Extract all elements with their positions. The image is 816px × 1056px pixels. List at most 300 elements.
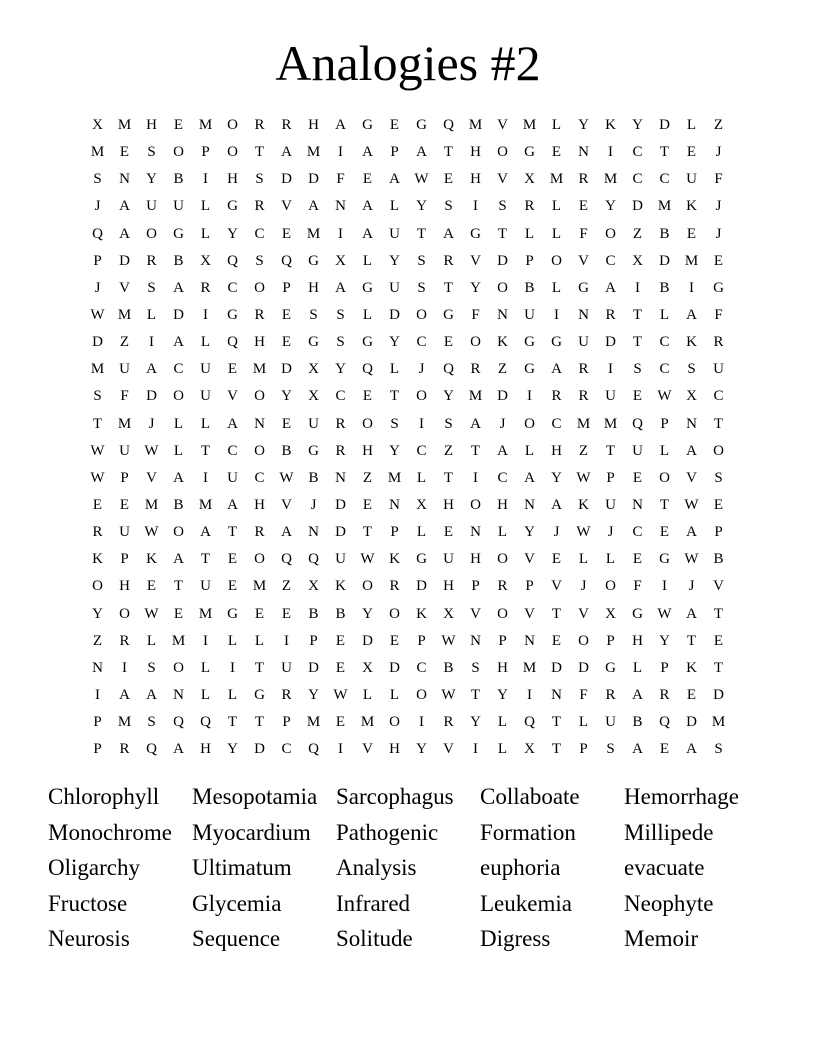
grid-letter[interactable]: R (254, 117, 265, 133)
grid-letter[interactable]: W (441, 632, 456, 649)
grid-letter[interactable]: N (119, 171, 130, 188)
grid-letter[interactable]: G (578, 279, 589, 296)
grid-letter[interactable]: Y (389, 334, 400, 351)
grid-letter[interactable]: D (389, 306, 400, 323)
grid-letter[interactable]: L (200, 415, 211, 432)
grid-letter[interactable]: X (335, 252, 346, 269)
grid-letter[interactable]: Y (470, 279, 481, 296)
grid-letter[interactable]: B (632, 714, 643, 731)
grid-letter[interactable]: P (120, 469, 129, 486)
grid-letter[interactable]: V (362, 741, 373, 758)
grid-letter[interactable]: L (416, 524, 427, 541)
grid-letter[interactable]: N (254, 415, 265, 432)
grid-letter[interactable]: Y (551, 469, 562, 486)
grid-letter[interactable]: Q (443, 117, 454, 133)
grid-letter[interactable]: X (524, 171, 535, 188)
grid-letter[interactable]: A (335, 279, 346, 296)
grid-letter[interactable]: J (418, 361, 425, 378)
grid-letter[interactable]: G (227, 306, 238, 323)
grid-letter[interactable]: M (657, 198, 672, 215)
grid-letter[interactable]: G (713, 279, 724, 296)
grid-letter[interactable]: I (608, 361, 613, 378)
grid-letter[interactable]: B (173, 171, 184, 188)
grid-letter[interactable]: Z (362, 469, 373, 486)
grid-letter[interactable]: M (117, 714, 132, 731)
grid-letter[interactable]: N (389, 496, 400, 513)
grid-letter[interactable]: H (227, 171, 238, 188)
grid-letter[interactable]: S (498, 198, 507, 215)
grid-letter[interactable]: E (443, 334, 454, 351)
grid-letter[interactable]: P (282, 714, 291, 731)
grid-letter[interactable]: O (605, 225, 616, 242)
grid-letter[interactable]: E (281, 306, 292, 323)
grid-letter[interactable]: E (713, 496, 724, 513)
grid-letter[interactable]: S (417, 279, 426, 296)
grid-letter[interactable]: J (688, 578, 695, 595)
grid-letter[interactable]: N (92, 659, 103, 676)
grid-letter[interactable]: H (497, 496, 508, 513)
grid-letter[interactable]: W (684, 496, 699, 513)
grid-letter[interactable]: E (227, 578, 238, 595)
grid-letter[interactable]: E (659, 524, 670, 541)
grid-letter[interactable]: A (686, 442, 697, 459)
grid-letter[interactable]: A (227, 496, 238, 513)
grid-letter[interactable]: A (470, 415, 481, 432)
grid-letter[interactable]: C (632, 524, 643, 541)
grid-letter[interactable]: A (497, 442, 508, 459)
grid-letter[interactable]: C (416, 334, 427, 351)
grid-letter[interactable]: F (714, 306, 723, 323)
grid-letter[interactable]: H (362, 442, 373, 459)
grid-letter[interactable]: S (255, 252, 264, 269)
grid-letter[interactable]: L (551, 279, 562, 296)
grid-letter[interactable]: T (551, 741, 562, 758)
grid-letter[interactable]: U (524, 306, 535, 323)
grid-letter[interactable]: E (713, 632, 724, 649)
grid-letter[interactable]: H (632, 632, 643, 649)
grid-letter[interactable]: L (686, 117, 697, 133)
grid-letter[interactable]: W (441, 686, 456, 703)
grid-letter[interactable]: Q (281, 551, 292, 568)
grid-letter[interactable]: D (362, 632, 373, 649)
grid-letter[interactable]: D (389, 659, 400, 676)
grid-letter[interactable]: O (497, 551, 508, 568)
grid-letter[interactable]: L (551, 117, 562, 133)
grid-letter[interactable]: I (203, 632, 208, 649)
grid-letter[interactable]: I (284, 632, 289, 649)
grid-letter[interactable]: D (119, 252, 130, 269)
grid-letter[interactable]: H (551, 442, 562, 459)
grid-letter[interactable]: S (93, 388, 102, 405)
grid-letter[interactable]: I (473, 469, 478, 486)
grid-letter[interactable]: T (389, 388, 400, 405)
grid-letter[interactable]: J (553, 524, 560, 541)
grid-letter[interactable]: N (335, 469, 346, 486)
grid-letter[interactable]: C (281, 741, 292, 758)
grid-letter[interactable]: T (227, 524, 238, 541)
grid-letter[interactable]: Q (659, 714, 670, 731)
grid-letter[interactable]: S (147, 714, 156, 731)
grid-letter[interactable]: L (551, 225, 562, 242)
grid-letter[interactable]: C (254, 469, 265, 486)
grid-letter[interactable]: Z (713, 117, 724, 133)
grid-letter[interactable]: A (146, 361, 157, 378)
grid-letter[interactable]: A (173, 551, 184, 568)
grid-letter[interactable]: D (578, 659, 589, 676)
grid-letter[interactable]: Q (200, 714, 211, 731)
grid-letter[interactable]: K (335, 578, 346, 595)
grid-letter[interactable]: D (146, 388, 157, 405)
grid-letter[interactable]: W (90, 442, 105, 459)
grid-letter[interactable]: N (470, 524, 481, 541)
grid-letter[interactable]: A (281, 524, 292, 541)
grid-letter[interactable]: Y (470, 714, 481, 731)
grid-letter[interactable]: A (227, 415, 238, 432)
grid-letter[interactable]: P (390, 524, 399, 541)
grid-letter[interactable]: T (254, 659, 265, 676)
grid-letter[interactable]: I (149, 334, 154, 351)
grid-letter[interactable]: P (390, 144, 399, 161)
grid-letter[interactable]: O (416, 686, 427, 703)
grid-letter[interactable]: K (578, 496, 589, 513)
grid-letter[interactable]: P (579, 741, 588, 758)
grid-letter[interactable]: I (338, 741, 343, 758)
grid-letter[interactable]: W (414, 171, 429, 188)
grid-letter[interactable]: A (551, 361, 562, 378)
grid-letter[interactable]: P (525, 252, 534, 269)
grid-letter[interactable]: R (578, 361, 589, 378)
grid-letter[interactable]: S (336, 306, 345, 323)
grid-letter[interactable]: U (281, 659, 292, 676)
grid-letter[interactable]: T (605, 442, 616, 459)
grid-letter[interactable]: U (119, 361, 130, 378)
grid-letter[interactable]: I (338, 225, 343, 242)
grid-letter[interactable]: I (527, 388, 532, 405)
grid-letter[interactable]: F (579, 225, 588, 242)
grid-letter[interactable]: I (419, 415, 424, 432)
grid-letter[interactable]: R (119, 741, 130, 758)
grid-letter[interactable]: L (524, 442, 535, 459)
grid-letter[interactable]: T (254, 144, 265, 161)
grid-letter[interactable]: L (524, 225, 535, 242)
grid-letter[interactable]: V (578, 252, 589, 269)
grid-letter[interactable]: K (92, 551, 103, 568)
grid-letter[interactable]: G (308, 252, 319, 269)
grid-letter[interactable]: G (443, 306, 454, 323)
grid-letter[interactable]: Y (416, 198, 427, 215)
grid-letter[interactable]: J (715, 225, 722, 242)
grid-letter[interactable]: B (308, 469, 319, 486)
grid-letter[interactable]: F (336, 171, 345, 188)
grid-letter[interactable]: E (227, 361, 238, 378)
grid-letter[interactable]: U (605, 496, 616, 513)
grid-letter[interactable]: X (308, 578, 319, 595)
grid-letter[interactable]: L (605, 551, 616, 568)
grid-letter[interactable]: M (306, 225, 321, 242)
grid-letter[interactable]: R (281, 686, 292, 703)
grid-letter[interactable]: O (146, 225, 157, 242)
grid-letter[interactable]: G (605, 659, 616, 676)
grid-letter[interactable]: D (551, 659, 562, 676)
grid-letter[interactable]: I (95, 686, 100, 703)
grid-letter[interactable]: L (146, 306, 157, 323)
grid-letter[interactable]: X (416, 496, 427, 513)
grid-letter[interactable]: V (470, 252, 481, 269)
grid-letter[interactable]: C (227, 442, 238, 459)
grid-letter[interactable]: J (715, 198, 722, 215)
grid-letter[interactable]: G (173, 225, 184, 242)
grid-letter[interactable]: Q (308, 741, 319, 758)
grid-letter[interactable]: V (227, 388, 238, 405)
grid-letter[interactable]: G (659, 551, 670, 568)
grid-letter[interactable]: O (389, 714, 400, 731)
grid-letter[interactable]: V (281, 496, 292, 513)
grid-letter[interactable]: O (497, 279, 508, 296)
grid-letter[interactable]: M (117, 117, 132, 133)
grid-letter[interactable]: C (659, 334, 670, 351)
grid-letter[interactable]: P (525, 578, 534, 595)
grid-letter[interactable]: H (497, 659, 508, 676)
grid-letter[interactable]: E (551, 632, 562, 649)
grid-letter[interactable]: O (524, 415, 535, 432)
grid-letter[interactable]: A (443, 225, 454, 242)
grid-letter[interactable]: M (522, 659, 537, 676)
grid-letter[interactable]: L (362, 686, 373, 703)
grid-letter[interactable]: W (279, 469, 294, 486)
grid-letter[interactable]: O (254, 279, 265, 296)
grid-letter[interactable]: J (94, 198, 101, 215)
grid-letter[interactable]: J (580, 578, 587, 595)
grid-letter[interactable]: L (200, 334, 211, 351)
grid-letter[interactable]: T (200, 551, 211, 568)
grid-letter[interactable]: D (254, 741, 265, 758)
grid-letter[interactable]: I (662, 578, 667, 595)
grid-letter[interactable]: A (173, 469, 184, 486)
grid-letter[interactable]: M (90, 361, 105, 378)
grid-letter[interactable]: N (632, 496, 643, 513)
grid-letter[interactable]: V (497, 171, 508, 188)
grid-letter[interactable]: R (254, 524, 265, 541)
grid-letter[interactable]: I (473, 198, 478, 215)
grid-letter[interactable]: F (633, 578, 642, 595)
grid-letter[interactable]: C (335, 388, 346, 405)
grid-letter[interactable]: P (282, 279, 291, 296)
grid-letter[interactable]: O (173, 144, 184, 161)
grid-letter[interactable]: L (389, 686, 400, 703)
grid-letter[interactable]: L (200, 659, 211, 676)
grid-letter[interactable]: T (632, 306, 643, 323)
grid-letter[interactable]: V (443, 741, 454, 758)
grid-letter[interactable]: A (362, 144, 373, 161)
grid-letter[interactable]: E (389, 117, 400, 133)
grid-letter[interactable]: U (686, 171, 697, 188)
grid-letter[interactable]: G (524, 144, 535, 161)
grid-letter[interactable]: B (281, 442, 292, 459)
grid-letter[interactable]: L (578, 551, 589, 568)
grid-letter[interactable]: K (497, 334, 508, 351)
grid-letter[interactable]: O (173, 524, 184, 541)
grid-letter[interactable]: M (252, 361, 267, 378)
grid-letter[interactable]: L (578, 714, 589, 731)
grid-letter[interactable]: V (551, 578, 562, 595)
grid-letter[interactable]: R (200, 279, 211, 296)
grid-letter[interactable]: W (90, 306, 105, 323)
grid-letter[interactable]: J (94, 279, 101, 296)
grid-letter[interactable]: W (684, 551, 699, 568)
grid-letter[interactable]: L (497, 524, 508, 541)
grid-letter[interactable]: H (254, 334, 265, 351)
grid-letter[interactable]: M (198, 117, 213, 133)
grid-letter[interactable]: A (119, 225, 130, 242)
grid-letter[interactable]: N (524, 632, 535, 649)
grid-letter[interactable]: P (660, 415, 669, 432)
grid-letter[interactable]: W (333, 686, 348, 703)
grid-letter[interactable]: F (579, 686, 588, 703)
grid-letter[interactable]: H (146, 117, 157, 133)
grid-letter[interactable]: V (524, 551, 535, 568)
grid-letter[interactable]: R (119, 632, 130, 649)
grid-letter[interactable]: T (227, 714, 238, 731)
grid-letter[interactable]: M (603, 415, 618, 432)
grid-letter[interactable]: V (713, 578, 724, 595)
grid-letter[interactable]: U (605, 714, 616, 731)
grid-letter[interactable]: R (92, 524, 103, 541)
grid-letter[interactable]: Y (92, 605, 103, 622)
grid-letter[interactable]: Y (227, 741, 238, 758)
grid-letter[interactable]: I (122, 659, 127, 676)
grid-letter[interactable]: K (389, 551, 400, 568)
grid-letter[interactable]: P (201, 144, 210, 161)
grid-letter[interactable]: K (686, 334, 697, 351)
grid-letter[interactable]: M (90, 144, 105, 161)
grid-letter[interactable]: R (443, 714, 454, 731)
grid-letter[interactable]: R (578, 171, 589, 188)
grid-letter[interactable]: I (203, 306, 208, 323)
grid-letter[interactable]: R (389, 578, 400, 595)
grid-letter[interactable]: R (443, 252, 454, 269)
grid-letter[interactable]: Y (308, 686, 319, 703)
grid-letter[interactable]: P (309, 632, 318, 649)
grid-letter[interactable]: P (660, 659, 669, 676)
grid-letter[interactable]: A (173, 334, 184, 351)
grid-letter[interactable]: A (362, 225, 373, 242)
grid-letter[interactable]: O (497, 605, 508, 622)
grid-letter[interactable]: E (443, 171, 454, 188)
grid-letter[interactable]: M (549, 171, 564, 188)
grid-letter[interactable]: E (551, 144, 562, 161)
grid-letter[interactable]: C (173, 361, 184, 378)
grid-letter[interactable]: Z (92, 632, 103, 649)
grid-letter[interactable]: E (119, 496, 130, 513)
grid-letter[interactable]: E (686, 225, 697, 242)
grid-letter[interactable]: E (389, 632, 400, 649)
grid-letter[interactable]: D (686, 714, 697, 731)
grid-letter[interactable]: R (335, 415, 346, 432)
grid-letter[interactable]: S (147, 144, 156, 161)
grid-letter[interactable]: M (576, 415, 591, 432)
grid-letter[interactable]: A (119, 198, 130, 215)
grid-letter[interactable]: N (578, 306, 589, 323)
grid-letter[interactable]: K (686, 659, 697, 676)
grid-letter[interactable]: L (659, 306, 670, 323)
grid-letter[interactable]: W (576, 524, 591, 541)
grid-letter[interactable]: Z (119, 334, 130, 351)
grid-letter[interactable]: D (335, 496, 346, 513)
grid-letter[interactable]: I (473, 741, 478, 758)
grid-letter[interactable]: R (713, 334, 724, 351)
grid-letter[interactable]: I (689, 279, 694, 296)
grid-letter[interactable]: C (497, 469, 508, 486)
grid-letter[interactable]: R (497, 578, 508, 595)
grid-letter[interactable]: D (497, 252, 508, 269)
grid-letter[interactable]: D (92, 334, 103, 351)
grid-letter[interactable]: X (200, 252, 211, 269)
grid-letter[interactable]: U (389, 225, 400, 242)
grid-letter[interactable]: I (608, 144, 613, 161)
grid-letter[interactable]: U (578, 334, 589, 351)
grid-letter[interactable]: Q (173, 714, 184, 731)
grid-letter[interactable]: E (335, 714, 346, 731)
grid-letter[interactable]: I (230, 659, 235, 676)
grid-letter[interactable]: F (471, 306, 480, 323)
grid-letter[interactable]: L (173, 415, 184, 432)
grid-letter[interactable]: T (362, 524, 373, 541)
grid-letter[interactable]: O (119, 605, 130, 622)
grid-letter[interactable]: A (686, 741, 697, 758)
grid-letter[interactable]: T (443, 279, 454, 296)
grid-letter[interactable]: A (632, 741, 643, 758)
grid-letter[interactable]: D (605, 334, 616, 351)
grid-letter[interactable]: R (470, 361, 481, 378)
grid-letter[interactable]: E (659, 741, 670, 758)
grid-letter[interactable]: E (443, 524, 454, 541)
grid-letter[interactable]: M (117, 306, 132, 323)
grid-letter[interactable]: M (252, 578, 267, 595)
grid-letter[interactable]: Q (281, 252, 292, 269)
grid-letter[interactable]: T (713, 605, 724, 622)
grid-letter[interactable]: E (335, 659, 346, 676)
grid-letter[interactable]: O (389, 605, 400, 622)
grid-letter[interactable]: T (686, 632, 697, 649)
grid-letter[interactable]: M (468, 388, 483, 405)
grid-letter[interactable]: E (281, 225, 292, 242)
grid-letter[interactable]: D (308, 171, 319, 188)
grid-letter[interactable]: W (144, 605, 159, 622)
grid-letter[interactable]: M (387, 469, 402, 486)
grid-letter[interactable]: E (335, 632, 346, 649)
grid-letter[interactable]: U (119, 524, 130, 541)
grid-letter[interactable]: Y (605, 198, 616, 215)
grid-letter[interactable]: E (281, 334, 292, 351)
grid-letter[interactable]: O (605, 578, 616, 595)
grid-letter[interactable]: M (171, 632, 186, 649)
grid-letter[interactable]: U (200, 578, 211, 595)
grid-letter[interactable]: L (659, 442, 670, 459)
grid-letter[interactable]: R (254, 198, 265, 215)
grid-letter[interactable]: I (554, 306, 559, 323)
grid-letter[interactable]: E (686, 686, 697, 703)
grid-letter[interactable]: Y (362, 605, 373, 622)
grid-letter[interactable]: O (227, 144, 238, 161)
grid-letter[interactable]: A (119, 686, 130, 703)
grid-letter[interactable]: S (471, 659, 480, 676)
grid-letter[interactable]: B (308, 605, 319, 622)
grid-letter[interactable]: N (578, 144, 589, 161)
grid-letter[interactable]: Y (335, 361, 346, 378)
grid-letter[interactable]: J (607, 524, 614, 541)
grid-letter[interactable]: U (146, 198, 157, 215)
grid-letter[interactable]: H (119, 578, 130, 595)
